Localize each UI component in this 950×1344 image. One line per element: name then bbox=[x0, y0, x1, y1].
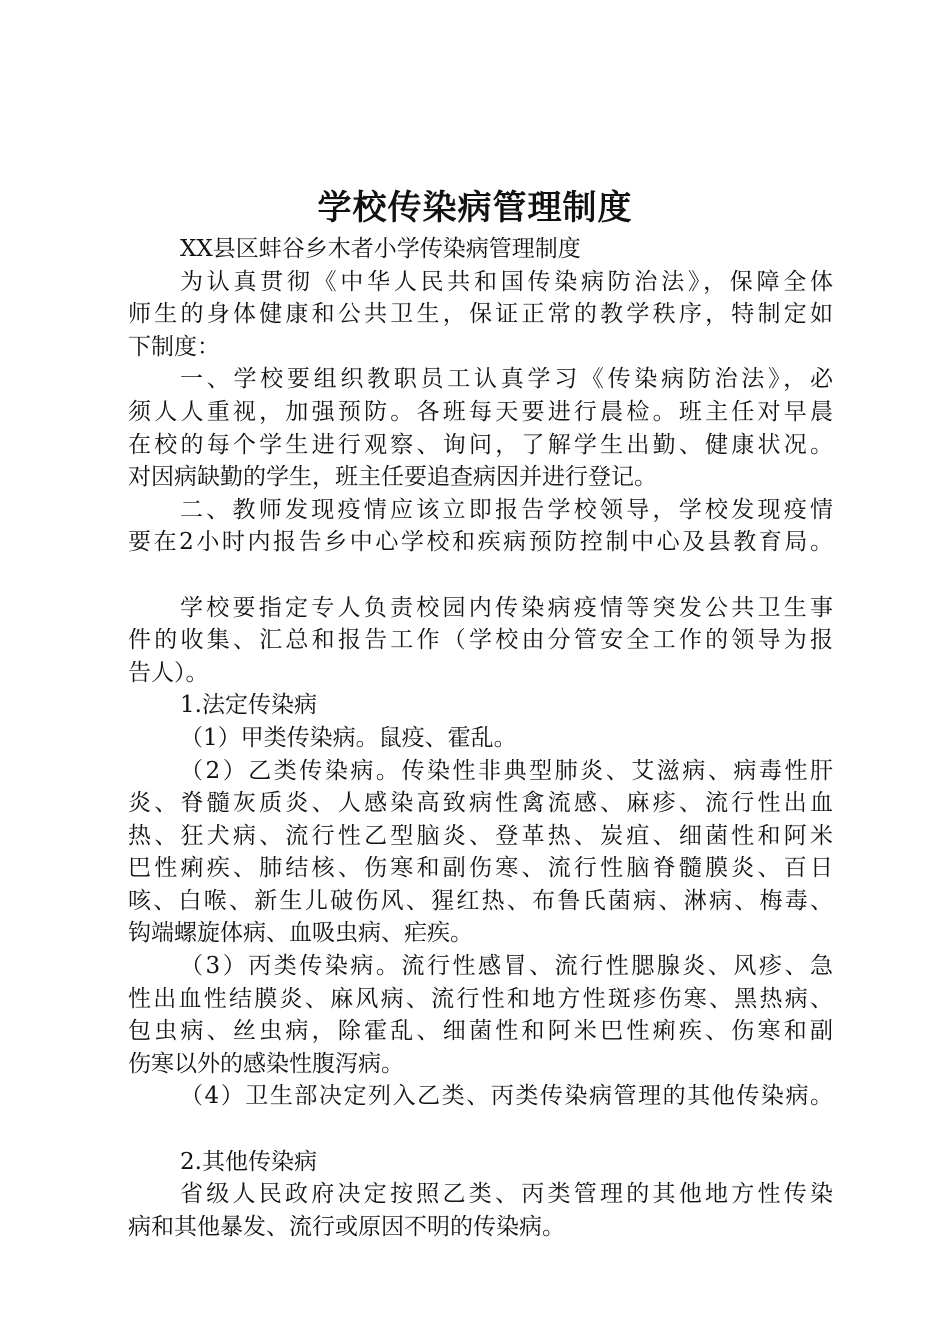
paragraph-line: 师生的身体健康和公共卫生，保证正常的教学秩序，特制定如 bbox=[128, 301, 833, 328]
paragraph-line: 在校的每个学生进行观察、询问，了解学生出勤、健康状况。 bbox=[128, 431, 833, 458]
document-body bbox=[128, 233, 833, 1243]
list-item-line: 包虫病、丝虫病，除霍乱、细菌性和阿米巴性痢疾、伤寒和副 bbox=[128, 1018, 833, 1045]
list-item-line: 咳、白喉、新生儿破伤风、猩红热、布鲁氏菌病、淋病、梅毒、 bbox=[128, 887, 833, 914]
paragraph-line: 一、学校要组织教职员工认真学习《传染病防治法》，必 bbox=[180, 366, 833, 393]
paragraph-line: 件的收集、汇总和报告工作（学校由分管安全工作的领导为报 bbox=[128, 627, 833, 654]
list-item: （3）丙类传染病。流行性感冒、流行性腮腺炎、风疹、急 bbox=[180, 953, 833, 980]
blank-line bbox=[128, 559, 833, 592]
section-heading: 1.法定传染病 bbox=[180, 692, 317, 719]
list-item: （2）乙类传染病。传染性非典型肺炎、艾滋病、病毒性肝 bbox=[180, 757, 833, 784]
paragraph-line: 告人）。 bbox=[128, 659, 209, 686]
paragraph-line: 对因病缺勤的学生，班主任要追查病因并进行登记。 bbox=[128, 464, 657, 491]
list-item-line: 巴性痢疾、肺结核、伤寒和副伤寒、流行性脑脊髓膜炎、百日 bbox=[128, 855, 833, 882]
list-item: （1）甲类传染病。鼠疫、霍乱。 bbox=[180, 724, 517, 751]
list-item-line: 性出血性结膜炎、麻风病、流行性和地方性斑疹伤寒、黑热病、 bbox=[128, 985, 833, 1012]
paragraph-line: 要在2小时内报告乡中心学校和疾病预防控制中心及县教育局。 bbox=[128, 529, 833, 556]
list-item-line: 炎、脊髓灰质炎、人感染高致病性禽流感、麻疹、流行性出血 bbox=[128, 790, 833, 817]
paragraph-line: 二、教师发现疫情应该立即报告学校领导，学校发现疫情 bbox=[180, 496, 833, 523]
list-item-line: 热、狂犬病、流行性乙型脑炎、登革热、炭疽、细菌性和阿米 bbox=[128, 822, 833, 849]
paragraph-line: 为认真贯彻《中华人民共和国传染病防治法》，保障全体 bbox=[180, 268, 833, 295]
paragraph-line: 省级人民政府决定按照乙类、丙类管理的其他地方性传染 bbox=[180, 1181, 833, 1208]
list-item-line: 钩端螺旋体病、血吸虫病、疟疾。 bbox=[128, 920, 473, 947]
paragraph-line: 病和其他暴发、流行或原因不明的传染病。 bbox=[128, 1213, 565, 1240]
paragraph-line: 下制度： bbox=[128, 333, 220, 360]
section-heading: 2.其他传染病 bbox=[180, 1148, 317, 1175]
list-item: （4）卫生部决定列入乙类、丙类传染病管理的其他传染病。 bbox=[180, 1083, 833, 1110]
paragraph-line: 须人人重视，加强预防。各班每天要进行晨检。班主任对早晨 bbox=[128, 398, 833, 425]
blank-line bbox=[128, 1113, 833, 1146]
paragraph-line: 学校要指定专人负责校园内传染病疫情等突发公共卫生事 bbox=[180, 594, 833, 621]
list-item-line: 伤寒以外的感染性腹泻病。 bbox=[128, 1050, 404, 1077]
document-title: 学校传染病管理制度 bbox=[317, 188, 633, 228]
subtitle-line: XX县区蚌谷乡木者小学传染病管理制度 bbox=[180, 236, 581, 262]
